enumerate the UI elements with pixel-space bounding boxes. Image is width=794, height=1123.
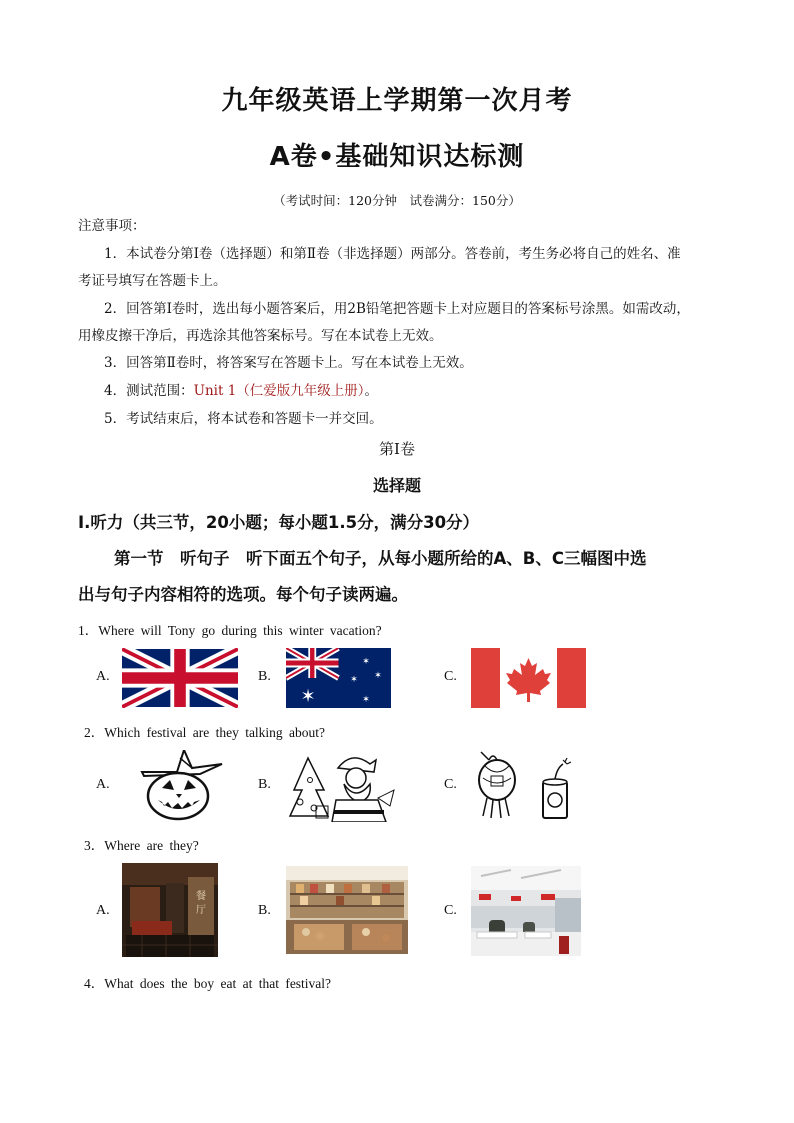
- subsection-instruction-line2: 出与句子内容相符的选项。每个句子读两遍。: [78, 585, 408, 604]
- q1-option-a[interactable]: A.: [96, 669, 110, 684]
- svg-text:✶: ✶: [362, 695, 370, 705]
- q1-option-b[interactable]: B.: [258, 669, 271, 684]
- q3-option-b[interactable]: B.: [258, 903, 271, 918]
- svg-text:厅: 厅: [196, 905, 206, 916]
- q2-option-a[interactable]: A.: [96, 777, 110, 792]
- notice-item-2a: 2．回答第Ⅰ卷时，选出每小题答案后，用2B铅笔把答题卡上对应题目的答案标号涂黑。如需改动，: [104, 301, 690, 317]
- exam-subtitle: A卷•基础知识达标测: [269, 142, 525, 172]
- christmas-santa-image: [286, 750, 398, 822]
- restaurant-photo-image: [122, 863, 218, 957]
- australia-flag-image: [286, 648, 391, 708]
- q3-option-a[interactable]: A.: [96, 903, 110, 918]
- listening-section-heading: Ⅰ.听力（共三节，20小题；每小题1.5分，满分30分）: [78, 513, 480, 532]
- exam-info: （考试时间：120分钟 试卷满分：150分）: [273, 193, 521, 208]
- notice-item-1b: 考证号填写在答题卡上。: [78, 273, 227, 289]
- question-1: 1．Where will Tony go during this winter vacation?: [78, 623, 382, 638]
- svg-text:✶: ✶: [350, 675, 358, 685]
- question-2: 2．Which festival are they talking about?: [84, 725, 326, 740]
- svg-text:✶: ✶: [300, 686, 316, 707]
- notice-item-3: 3．回答第Ⅱ卷时，将答案写在答题卡上。写在本试卷上无效。: [104, 355, 473, 371]
- office-photo-image: [471, 866, 581, 956]
- notice-heading: 注意事项：: [78, 218, 146, 234]
- question-4: 4．What does the boy eat at that festival?: [84, 976, 332, 991]
- subsection-instruction-line1: 第一节 听句子 听下面五个句子，从每小题所给的A、B、C三幅图中选: [114, 549, 647, 568]
- notice-item-4: [104, 381, 378, 401]
- volume-label: 第Ⅰ卷: [379, 440, 415, 458]
- question-type-label: 选择题: [372, 476, 421, 495]
- lantern-firecracker-image: [471, 748, 581, 822]
- halloween-pumpkin-image: [122, 750, 232, 822]
- notice-item-1a: 1．本试卷分第Ⅰ卷（选择题）和第Ⅱ卷（非选择题）两部分。答卷前，考生务必将自己的姓名、准: [104, 246, 681, 262]
- q2-option-b[interactable]: B.: [258, 777, 271, 792]
- notice-item-2b: 用橡皮擦干净后，再选涂其他答案标号。写在本试卷上无效。: [78, 328, 443, 344]
- q3-option-c[interactable]: C.: [444, 903, 457, 918]
- q1-option-c[interactable]: C.: [444, 669, 457, 684]
- svg-text:✶: ✶: [362, 657, 370, 667]
- notice-item-5: 5．考试结束后，将本试卷和答题卡一并交回。: [104, 411, 383, 427]
- test-range: Unit 1（仁爱版九年级上册）: [193, 383, 365, 399]
- q2-option-c[interactable]: C.: [444, 777, 457, 792]
- svg-text:餐: 餐: [196, 891, 206, 902]
- shop-photo-image: [286, 866, 408, 954]
- notice-item-4-suffix: 。: [364, 383, 379, 399]
- question-3: 3．Where are they?: [84, 838, 199, 853]
- canada-flag-image: [471, 648, 586, 708]
- svg-text:✶: ✶: [374, 671, 382, 681]
- uk-flag-image: [122, 648, 238, 708]
- exam-title: 九年级英语上学期第一次月考: [221, 86, 573, 116]
- notice-item-4-prefix: 4．测试范围：: [104, 383, 194, 399]
